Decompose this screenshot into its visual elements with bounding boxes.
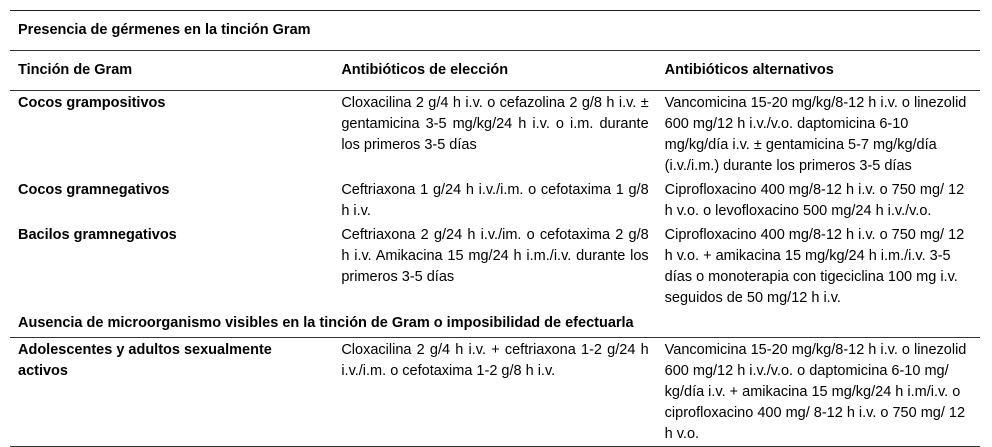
choice-cell: Cloxacilina 2 g/4 h i.v. + ceftriaxona 1-2 g/24 h i.v./i.m. o cefotaxima 1-2 g/8 h i.v. xyxy=(341,342,649,379)
column-header-gram-stain: Tinción de Gram xyxy=(18,62,133,78)
table-row xyxy=(10,338,980,447)
germ-cell: Cocos grampositivos xyxy=(18,95,166,111)
germ-cell: Bacilos gramnegativos xyxy=(18,227,177,243)
alternative-cell: Ciprofloxacino 400 mg/8-12 h i.v. o 750 mg/ 12 h v.o. o levofloxacino 500 mg/24 h i.v./v.o. xyxy=(664,182,965,219)
choice-cell: Cloxacilina 2 g/4 h i.v. o cefazolina 2 g/8 h i.v. ± gentamicina 3-5 mg/kg/24 h i.v. o i.m. durante los primeros 3-5 días xyxy=(341,95,649,153)
table-row xyxy=(10,223,980,310)
alternative-cell: Vancomicina 15-20 mg/kg/8-12 h i.v. o linezolid 600 mg/12 h i.v./v.o. o daptomicina 6-10 mg/ kg/día i.v. + amikacina 15 mg/kg/24 h i.m/i.v. o ciprofloxacino 400 mg/ 8-12 h i.v. o 750 mg/ 12 h v.o. xyxy=(664,342,967,442)
antibiotic-table-container xyxy=(10,10,980,447)
table-row xyxy=(10,91,980,179)
section-title: Presencia de gérmenes en la tinción Gram xyxy=(18,22,311,38)
alternative-cell: Vancomicina 15-20 mg/kg/8-12 h i.v. o linezolid 600 mg/12 h i.v./v.o. daptomicina 6-10 mg/kg/día i.v. ± gentamicina 5-7 mg/kg/día (i.v./i.m.) durante los primeros 3-5 días xyxy=(664,95,967,174)
column-header-row xyxy=(10,51,980,91)
germ-cell: Cocos gramnegativos xyxy=(18,182,170,198)
germ-cell: Adolescentes y adultos sexualmente activos xyxy=(18,342,272,379)
table-row xyxy=(10,178,980,223)
column-header-alternative: Antibióticos alternativos xyxy=(664,62,834,78)
choice-cell: Ceftriaxona 2 g/24 h i.v./im. o cefotaxima 2 g/8 h i.v. Amikacina 15 mg/24 h i.m./i.v. durante los primeros 3-5 días xyxy=(341,227,649,285)
section-title: Ausencia de microorganismo visibles en la tinción de Gram o imposibilidad de efectuarla xyxy=(18,315,634,331)
alternative-cell: Ciprofloxacino 400 mg/8-12 h i.v. o 750 mg/ 12 h v.o. + amikacina 15 mg/kg/24 h i.m./i.v. 3-5 días o monoterapia con tigeciclina 100 mg i.v. seguidos de 50 mg/12 h i.v. xyxy=(664,227,965,306)
section-header-row xyxy=(10,11,980,51)
section-header-row xyxy=(10,310,980,338)
column-header-choice: Antibióticos de elección xyxy=(341,62,509,78)
antibiotic-table xyxy=(10,10,980,447)
choice-cell: Ceftriaxona 1 g/24 h i.v./i.m. o cefotaxima 1 g/8 h i.v. xyxy=(341,182,649,219)
